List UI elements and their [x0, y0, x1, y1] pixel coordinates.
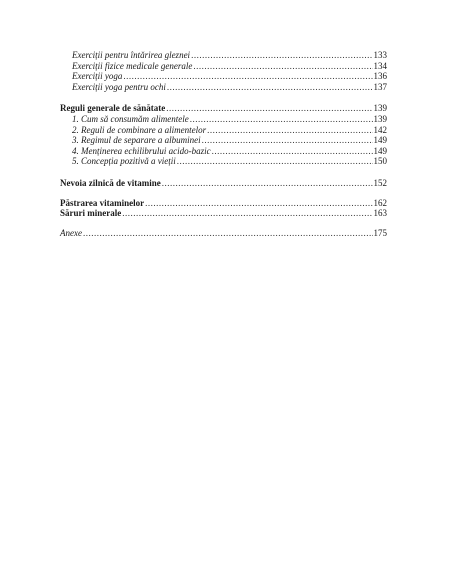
toc-entry[interactable] — [60, 82, 387, 93]
toc-entry-page: 137 — [373, 81, 387, 92]
spacer — [60, 219, 387, 228]
toc-entry-title: 2. Reguli de combinare a alimentelor — [72, 124, 207, 135]
dot-leader — [123, 71, 372, 81]
toc-chapter[interactable] — [60, 208, 387, 219]
toc-entry-title: Exerciții fizice medicale generale — [72, 60, 193, 71]
toc-entry-title: Exerciții yoga — [72, 71, 123, 82]
toc-chapter-title: Anexe — [60, 227, 82, 238]
toc-entry-title: 5. Concepția pozitivă a vieții — [72, 156, 176, 167]
toc-entry[interactable] — [60, 61, 387, 72]
toc-chapter-title: Săruri minerale — [60, 208, 122, 219]
toc-entry[interactable] — [60, 146, 387, 157]
dot-leader — [83, 228, 373, 238]
toc-entry-page: 134 — [373, 60, 387, 71]
table-of-contents — [60, 50, 387, 238]
toc-entry-title: Exerciții yoga pentru ochi — [72, 81, 166, 92]
dot-leader — [193, 61, 372, 71]
dot-leader — [212, 146, 373, 156]
dot-leader — [145, 198, 372, 208]
dot-leader — [190, 114, 373, 124]
toc-chapter-page: 163 — [373, 208, 387, 219]
toc-entry[interactable] — [60, 135, 387, 146]
toc-entry-page: 142 — [373, 124, 387, 135]
spacer — [60, 189, 387, 198]
toc-entry-page: 149 — [373, 135, 387, 146]
toc-entry-title: 3. Regimul de separare a albuminei — [72, 135, 201, 146]
dot-leader — [162, 178, 373, 188]
toc-chapter-page: 175 — [373, 227, 387, 238]
toc-chapter-title: Reguli generale de sănătate — [60, 103, 166, 114]
toc-entry[interactable] — [60, 156, 387, 167]
spacer — [60, 167, 387, 178]
dot-leader — [166, 103, 372, 113]
dot-leader — [167, 82, 373, 92]
toc-chapter[interactable] — [60, 198, 387, 209]
toc-entry-page: 149 — [373, 145, 387, 156]
toc-entry-page: 133 — [373, 50, 387, 60]
toc-chapter-page: 139 — [373, 103, 387, 114]
toc-entry-page: 139 — [373, 113, 387, 124]
toc-entry-page: 136 — [373, 71, 387, 82]
toc-entry[interactable] — [60, 50, 387, 61]
dot-leader — [191, 50, 372, 60]
toc-entry[interactable] — [60, 71, 387, 82]
toc-entry-page: 150 — [373, 156, 387, 167]
dot-leader — [177, 156, 373, 166]
toc-entry[interactable] — [60, 114, 387, 125]
toc-chapter[interactable] — [60, 178, 387, 189]
toc-chapter[interactable] — [60, 228, 387, 239]
dot-leader — [207, 125, 372, 135]
toc-entry-title: 1. Cum să consumăm alimentele — [72, 113, 189, 124]
toc-entry-title: 4. Menținerea echilibrului acido-bazic — [72, 145, 211, 156]
toc-chapter[interactable] — [60, 103, 387, 114]
dot-leader — [122, 208, 372, 218]
toc-chapter-title: Nevoia zilnică de vitamine — [60, 177, 161, 188]
toc-chapter-page: 162 — [373, 197, 387, 208]
dot-leader — [202, 135, 373, 145]
toc-chapter-title: Păstrarea vitaminelor — [60, 197, 145, 208]
toc-entry[interactable] — [60, 125, 387, 136]
spacer — [60, 92, 387, 103]
toc-entry-title: Exerciții pentru întărirea gleznei — [72, 50, 191, 60]
toc-chapter-page: 152 — [373, 177, 387, 188]
